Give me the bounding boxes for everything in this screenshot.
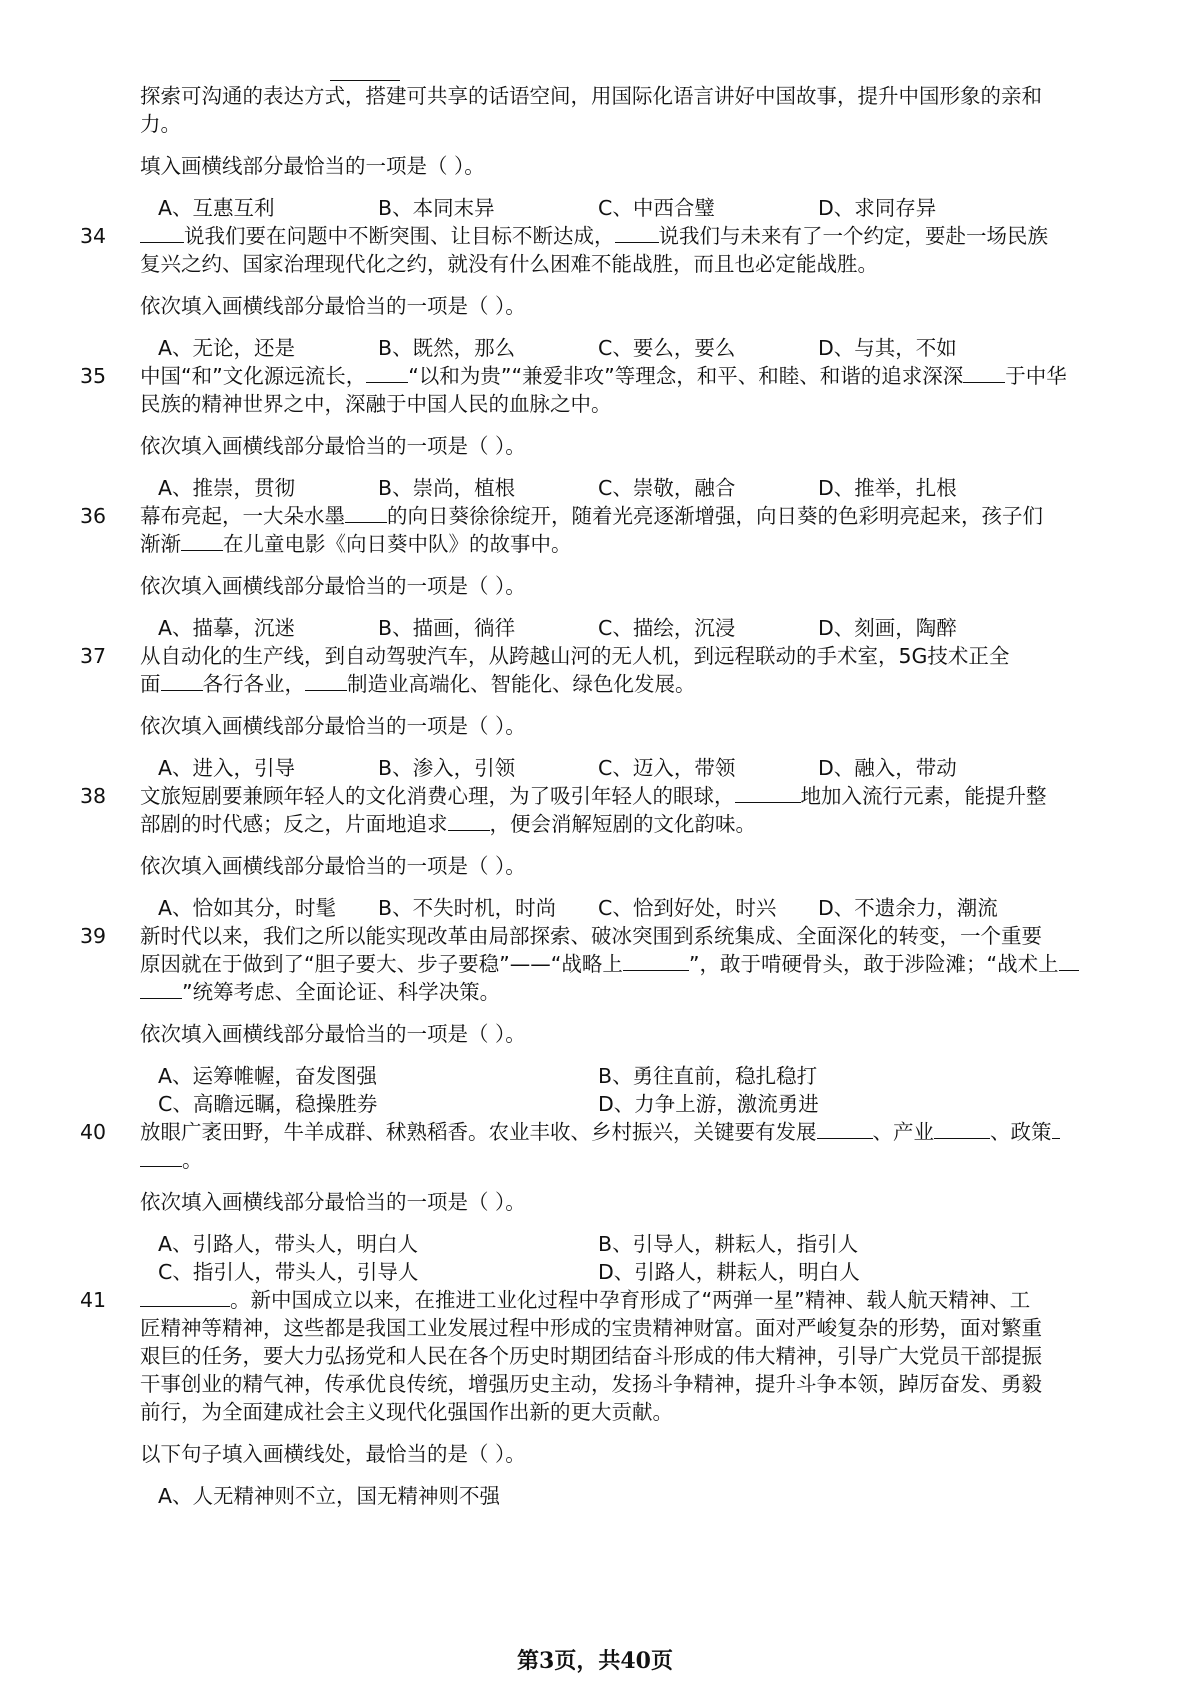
q36-option-a[interactable]: A、描摹，沉迷 bbox=[158, 616, 296, 640]
q39-line-2: 原因就在于做到了“胆子要大、步子要稳”——“战略上 ”，敢于啃硬骨头，敢于涉险滩；“战术上 bbox=[140, 950, 1079, 978]
q40-option-d[interactable]: D、引路人，耕耘人，明白人 bbox=[598, 1260, 860, 1284]
q40-option-c[interactable]: C、指引人，带头人，引导人 bbox=[158, 1260, 419, 1284]
blank-underline bbox=[140, 242, 184, 243]
q36-option-d[interactable]: D、刻画，陶醉 bbox=[818, 616, 957, 640]
blank-underline bbox=[140, 998, 182, 999]
blank-underline bbox=[615, 242, 659, 243]
page-footer: 第3页，共40页 bbox=[517, 1648, 673, 1674]
blank-underline bbox=[623, 970, 689, 971]
q36-option-c[interactable]: C、描绘，沉浸 bbox=[598, 616, 736, 640]
blank-underline bbox=[817, 1138, 873, 1139]
blank-underline bbox=[448, 830, 490, 831]
question-number: 36 bbox=[80, 504, 107, 528]
q35-option-c[interactable]: C、崇敬，融合 bbox=[598, 476, 736, 500]
intro-prompt: 填入画横线部分最恰当的一项是（ ）。 bbox=[140, 154, 485, 178]
blank-underline bbox=[963, 382, 1005, 383]
q37-option-c[interactable]: C、迈入，带领 bbox=[598, 756, 736, 780]
blank-underline bbox=[1059, 970, 1079, 971]
question-number: 38 bbox=[80, 784, 107, 808]
intro-line-1: 探索可沟通的表达方式，搭建可共享的话语空间，用国际化语言讲好中国故事，提升中国形象的亲和 bbox=[140, 84, 1042, 108]
q39-option-a[interactable]: A、运筹帷幄，奋发图强 bbox=[158, 1064, 378, 1088]
q34-option-d[interactable]: D、与其，不如 bbox=[818, 336, 957, 360]
q35-prompt: 依次填入画横线部分最恰当的一项是（ ）。 bbox=[140, 434, 526, 458]
q38-option-c[interactable]: C、恰到好处，时兴 bbox=[598, 896, 777, 920]
blank-underline bbox=[140, 1166, 182, 1167]
question-number: 35 bbox=[80, 364, 107, 388]
q37-option-a[interactable]: A、进入，引导 bbox=[158, 756, 296, 780]
q38-option-b[interactable]: B、不失时机，时尚 bbox=[378, 896, 557, 920]
q35-option-b[interactable]: B、崇尚，植根 bbox=[378, 476, 516, 500]
blank-underline bbox=[366, 382, 408, 383]
question-number: 41 bbox=[80, 1288, 107, 1312]
q38-option-a[interactable]: A、恰如其分，时髦 bbox=[158, 896, 337, 920]
blank-underline bbox=[345, 522, 387, 523]
q40-option-b[interactable]: B、引导人，耕耘人，指引人 bbox=[598, 1232, 859, 1256]
q38-line-1: 文旅短剧要兼顾年轻人的文化消费心理，为了吸引年轻人的眼球， 地加入流行元素，能提升整 bbox=[140, 784, 1047, 808]
intro-option-b[interactable]: B、本同末异 bbox=[378, 196, 495, 220]
q38-option-d[interactable]: D、不遗余力，潮流 bbox=[818, 896, 998, 920]
intro-option-c[interactable]: C、中西合璧 bbox=[598, 196, 715, 220]
q37-option-b[interactable]: B、渗入，引领 bbox=[378, 756, 516, 780]
q39-option-d[interactable]: D、力争上游，激流勇进 bbox=[598, 1092, 819, 1116]
blank-underline bbox=[305, 690, 347, 691]
intro-line-2: 力。 bbox=[140, 112, 181, 136]
q34-prompt: 依次填入画横线部分最恰当的一项是（ ）。 bbox=[140, 294, 526, 318]
q41-line-3: 艰巨的任务，要大力弘扬党和人民在各个历史时期团结奋斗形成的伟大精神，引导广大党员干部提振 bbox=[140, 1344, 1042, 1368]
q34-line-2: 复兴之约、国家治理现代化之约，就没有什么困难不能战胜，而且也必定能战胜。 bbox=[140, 252, 878, 276]
q36-line-1: 幕布亮起，一大朵水墨 的向日葵徐徐绽开，随着光亮逐渐增强，向日葵的色彩明亮起来，孩子们 bbox=[140, 504, 1043, 528]
intro-option-a[interactable]: A、互惠互利 bbox=[158, 196, 275, 220]
q40-prompt: 依次填入画横线部分最恰当的一项是（ ）。 bbox=[140, 1190, 526, 1214]
q41-line-2: 匠精神等精神，这些都是我国工业发展过程中形成的宝贵精神财富。面对严峻复杂的形势，面对繁重 bbox=[140, 1316, 1042, 1340]
q36-line-2: 渐渐 在儿童电影《向日葵中队》的故事中。 bbox=[140, 532, 572, 556]
q36-option-b[interactable]: B、描画，徜徉 bbox=[378, 616, 516, 640]
q39-line-3: ”统筹考虑、全面论证、科学决策。 bbox=[140, 978, 500, 1006]
q39-prompt: 依次填入画横线部分最恰当的一项是（ ）。 bbox=[140, 1022, 526, 1046]
blank-underline bbox=[1052, 1138, 1060, 1139]
q34-line-1: 说我们要在问题中不断突围、让目标不断达成， 说我们与未来有了一个约定，要赴一场民族 bbox=[140, 222, 1048, 250]
q40-line-2: 。 bbox=[140, 1146, 203, 1174]
q40-option-a[interactable]: A、引路人，带头人，明白人 bbox=[158, 1232, 419, 1256]
q36-prompt: 依次填入画横线部分最恰当的一项是（ ）。 bbox=[140, 574, 526, 598]
question-number: 34 bbox=[80, 224, 107, 248]
q41-line-4: 干事创业的精气神，传承优良传统，增强历史主动，发扬斗争精神，提升斗争本领，踔厉奋发、勇毅 bbox=[140, 1372, 1042, 1396]
q39-line-1: 新时代以来，我们之所以能实现改革由局部探索、破冰突围到系统集成、全面深化的转变，一个重要 bbox=[140, 924, 1042, 948]
q41-prompt: 以下句子填入画横线处，最恰当的是（ ）。 bbox=[140, 1442, 526, 1466]
question-number: 37 bbox=[80, 644, 107, 668]
question-number: 39 bbox=[80, 924, 107, 948]
blank-underline bbox=[140, 1306, 230, 1307]
blank-underline bbox=[330, 80, 400, 81]
blank-underline bbox=[934, 1138, 990, 1139]
q41-line-5: 前行，为全面建成社会主义现代化强国作出新的更大贡献。 bbox=[140, 1400, 673, 1424]
q35-line-2: 民族的精神世界之中，深融于中国人民的血脉之中。 bbox=[140, 392, 612, 416]
q34-option-b[interactable]: B、既然，那么 bbox=[378, 336, 516, 360]
q38-line-2: 部剧的时代感；反之，片面地追求 ，便会消解短剧的文化韵味。 bbox=[140, 812, 756, 836]
q37-prompt: 依次填入画横线部分最恰当的一项是（ ）。 bbox=[140, 714, 526, 738]
q37-line-2: 面 各行各业， 制造业高端化、智能化、绿色化发展。 bbox=[140, 672, 696, 696]
question-number: 40 bbox=[80, 1120, 107, 1144]
q35-option-a[interactable]: A、推崇，贯彻 bbox=[158, 476, 296, 500]
blank-underline bbox=[735, 802, 801, 803]
q39-option-b[interactable]: B、勇往直前，稳扎稳打 bbox=[598, 1064, 818, 1088]
q35-line-1: 中国“和”文化源远流长， “以和为贵”“兼爱非攻”等理念，和平、和睦、和谐的追求深深 于中华 bbox=[140, 364, 1067, 388]
q37-line-1: 从自动化的生产线，到自动驾驶汽车，从跨越山河的无人机，到远程联动的手术室，5G技术正全 bbox=[140, 644, 1010, 668]
q41-line-1: 。新中国成立以来，在推进工业化过程中孕育形成了“两弹一星”精神、载人航天精神、工 bbox=[140, 1286, 1030, 1314]
intro-option-d[interactable]: D、求同存异 bbox=[818, 196, 937, 220]
q37-option-d[interactable]: D、融入，带动 bbox=[818, 756, 957, 780]
blank-underline bbox=[181, 550, 223, 551]
q34-option-c[interactable]: C、要么，要么 bbox=[598, 336, 736, 360]
blank-underline bbox=[161, 690, 203, 691]
q38-prompt: 依次填入画横线部分最恰当的一项是（ ）。 bbox=[140, 854, 526, 878]
q34-option-a[interactable]: A、无论，还是 bbox=[158, 336, 296, 360]
q39-option-c[interactable]: C、高瞻远瞩，稳操胜券 bbox=[158, 1092, 378, 1116]
q40-line-1: 放眼广袤田野，牛羊成群、秫熟稻香。农业丰收、乡村振兴，关键要有发展 、产业 、政策 bbox=[140, 1118, 1060, 1146]
q41-option-a[interactable]: A、人无精神则不立，国无精神则不强 bbox=[158, 1484, 501, 1508]
q35-option-d[interactable]: D、推举，扎根 bbox=[818, 476, 957, 500]
